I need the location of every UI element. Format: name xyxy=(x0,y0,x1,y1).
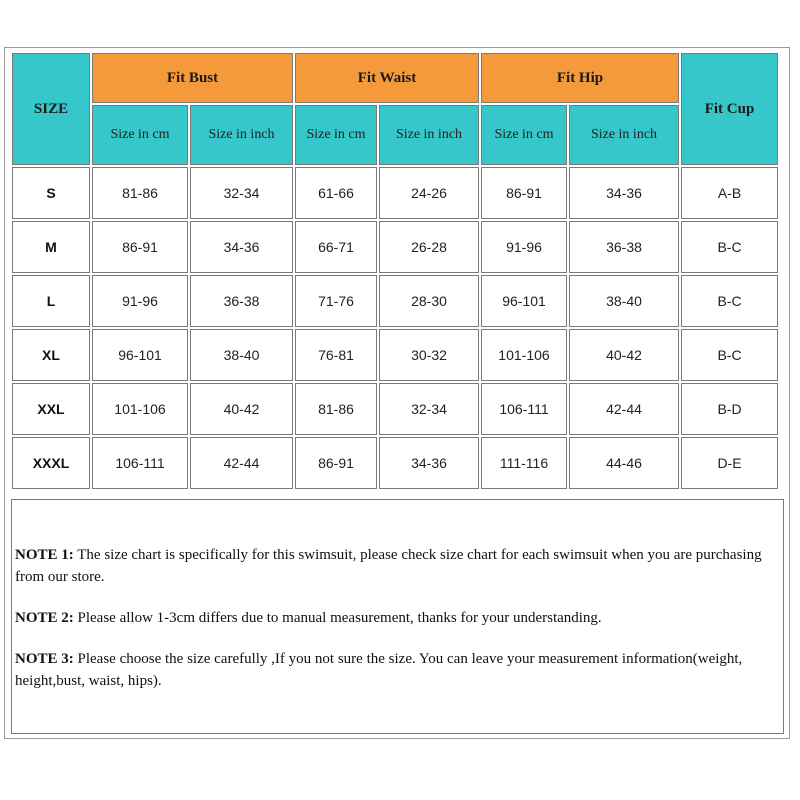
hip-inch-header: Size in inch xyxy=(569,105,679,165)
bust-cm-cell: 86-91 xyxy=(92,221,188,273)
header-row-top xyxy=(12,53,778,103)
size-cell: L xyxy=(12,275,90,327)
note-text: Please allow 1-3cm differs due to manual measurement, thanks for your understanding. xyxy=(73,610,602,626)
waist-inch-cell: 30-32 xyxy=(379,329,479,381)
cup-cell: A-B xyxy=(681,167,778,219)
note-3 xyxy=(15,648,779,692)
bust-inch-header: Size in inch xyxy=(190,105,293,165)
cup-cell: D-E xyxy=(681,437,778,489)
cup-cell: B-C xyxy=(681,275,778,327)
bust-cm-header: Size in cm xyxy=(92,105,188,165)
hip-inch-cell: 38-40 xyxy=(569,275,679,327)
bust-inch-cell: 40-42 xyxy=(190,383,293,435)
bust-cm-cell: 91-96 xyxy=(92,275,188,327)
waist-inch-cell: 24-26 xyxy=(379,167,479,219)
cup-cell: B-D xyxy=(681,383,778,435)
hip-inch-cell: 36-38 xyxy=(569,221,679,273)
size-header: SIZE xyxy=(12,53,90,165)
table-row xyxy=(12,221,778,273)
waist-cm-cell: 61-66 xyxy=(295,167,377,219)
hip-cm-cell: 91-96 xyxy=(481,221,567,273)
hip-inch-cell: 40-42 xyxy=(569,329,679,381)
note-2 xyxy=(15,607,779,629)
bust-cm-cell: 106-111 xyxy=(92,437,188,489)
bust-inch-cell: 42-44 xyxy=(190,437,293,489)
waist-cm-cell: 76-81 xyxy=(295,329,377,381)
bust-cm-cell: 101-106 xyxy=(92,383,188,435)
note-text: The size chart is specifically for this swimsuit, please check size chart for each swimsuit when you are purchasing from our store. xyxy=(15,547,762,585)
size-cell: M xyxy=(12,221,90,273)
hip-inch-cell: 42-44 xyxy=(569,383,679,435)
waist-inch-cell: 26-28 xyxy=(379,221,479,273)
cup-cell: B-C xyxy=(681,329,778,381)
size-chart-frame xyxy=(4,47,790,739)
hip-inch-cell: 44-46 xyxy=(569,437,679,489)
table-row xyxy=(12,167,778,219)
bust-inch-cell: 32-34 xyxy=(190,167,293,219)
table-row xyxy=(12,437,778,489)
note-label: NOTE 3: xyxy=(15,651,74,667)
table-row xyxy=(12,383,778,435)
waist-inch-cell: 34-36 xyxy=(379,437,479,489)
note-label: NOTE 1: xyxy=(15,547,74,563)
bust-cm-cell: 96-101 xyxy=(92,329,188,381)
hip-cm-cell: 96-101 xyxy=(481,275,567,327)
hip-cm-header: Size in cm xyxy=(481,105,567,165)
note-text: Please choose the size carefully ,If you not sure the size. You can leave your measurement information(weight, height,bust, waist, hips). xyxy=(15,651,743,689)
size-cell: XXXL xyxy=(12,437,90,489)
hip-inch-cell: 34-36 xyxy=(569,167,679,219)
waist-cm-cell: 81-86 xyxy=(295,383,377,435)
fit-hip-header: Fit Hip xyxy=(481,53,679,103)
size-cell: XL xyxy=(12,329,90,381)
fit-cup-header: Fit Cup xyxy=(681,53,778,165)
bust-inch-cell: 36-38 xyxy=(190,275,293,327)
table-row xyxy=(12,329,778,381)
header-row-sub xyxy=(12,105,778,165)
size-chart-table xyxy=(10,51,780,491)
hip-cm-cell: 106-111 xyxy=(481,383,567,435)
cup-cell: B-C xyxy=(681,221,778,273)
fit-bust-header: Fit Bust xyxy=(92,53,293,103)
note-1 xyxy=(15,544,779,588)
waist-inch-cell: 28-30 xyxy=(379,275,479,327)
waist-cm-cell: 71-76 xyxy=(295,275,377,327)
size-cell: S xyxy=(12,167,90,219)
waist-inch-header: Size in inch xyxy=(379,105,479,165)
size-cell: XXL xyxy=(12,383,90,435)
waist-cm-cell: 66-71 xyxy=(295,221,377,273)
bust-inch-cell: 38-40 xyxy=(190,329,293,381)
hip-cm-cell: 111-116 xyxy=(481,437,567,489)
hip-cm-cell: 86-91 xyxy=(481,167,567,219)
note-label: NOTE 2: xyxy=(15,610,74,626)
table-row xyxy=(12,275,778,327)
waist-inch-cell: 32-34 xyxy=(379,383,479,435)
bust-inch-cell: 34-36 xyxy=(190,221,293,273)
notes-box xyxy=(11,499,784,734)
bust-cm-cell: 81-86 xyxy=(92,167,188,219)
waist-cm-cell: 86-91 xyxy=(295,437,377,489)
waist-cm-header: Size in cm xyxy=(295,105,377,165)
fit-waist-header: Fit Waist xyxy=(295,53,479,103)
hip-cm-cell: 101-106 xyxy=(481,329,567,381)
